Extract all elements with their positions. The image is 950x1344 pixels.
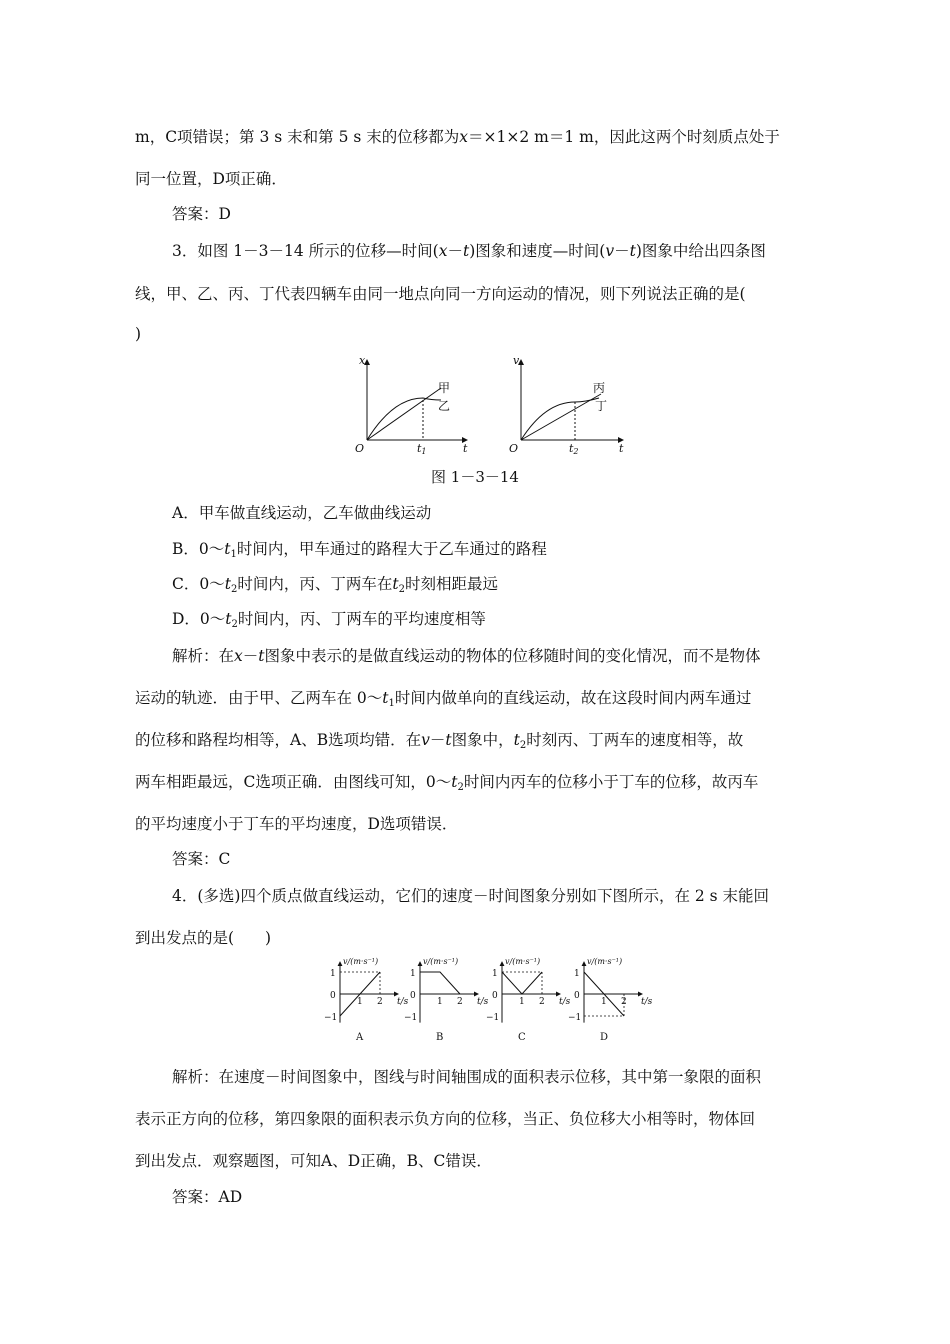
text: m，C项错误；第 3 s 末和第 5 s 末的位移都为 [135,128,460,146]
var: t [224,575,231,593]
var: x [459,128,469,146]
text: 的位移和路程均相等，A、B选项均错．在 [135,731,422,749]
question-3-line-3: ) [135,325,142,343]
line-jia [367,388,441,440]
explanation-line: 解析：在速度－时间图象中，图线与时间轴围成的面积表示位移，其中第一象限的面积 [172,1068,762,1086]
var: x [234,647,243,665]
y-axis-label: v/(m·s⁻¹) [343,957,379,966]
explanation-line [135,687,751,709]
vt-graph [509,354,624,456]
text: 时间内，甲车通过的路程大于乙车通过的路程 [236,540,547,558]
var: t [392,575,399,593]
var: t [225,610,232,628]
text: D．0～ [172,610,226,628]
graph-d [568,957,653,1043]
answer-line: 答案：C [172,850,231,868]
var: t [224,540,231,558]
text: － [242,647,259,665]
y-axis-label: v/(m·s⁻¹) [423,957,459,966]
text: 图象中表示的是做直线运动的物体的位移随时间的变化情况，而不是物体 [264,647,761,665]
text: 时间内做单向的直线运动，故在这段时间内两车通过 [394,689,752,707]
tick-label: 1 [437,997,443,1007]
question-4-line-2: 到出发点的是( ) [135,929,272,947]
var: t [513,731,520,749]
var: t [451,773,458,791]
sub: 2 [519,740,527,751]
tick-t2: t2 [569,442,579,456]
y-label: x [359,354,366,367]
text-line: 同一位置，D项正确． [135,170,287,188]
graph-a [324,957,409,1043]
var: t [258,647,265,665]
text: 图象中， [451,731,514,749]
label-bing: 丙 [593,381,606,395]
tick-label: 1 [519,997,525,1007]
v-t-line [502,972,542,994]
explanation-line [135,771,758,793]
tick-label: −1 [568,1013,582,1023]
sub: 2 [231,619,238,630]
xt-graph [355,354,468,456]
graph-label: D [600,1032,609,1043]
text: )图象和速度—时间( [469,242,606,260]
x-label: t [619,442,624,455]
x-axis-label: t/s [477,997,489,1007]
tick-label: 2 [539,997,545,1007]
graph-b [404,957,489,1043]
tick-label: 0 [330,991,336,1001]
sub: 2 [457,782,464,793]
text: 解析：在 [172,647,235,665]
option-c [172,573,498,595]
line-ding [521,394,601,440]
v-t-line [420,972,460,994]
text: － [614,242,630,260]
question-3-line-2: 线，甲、乙、丙、丁代表四辆车由同一地点向同一方向运动的情况，则下列说法正确的是( [135,285,746,303]
answer-line: 答案：AD [172,1188,243,1206]
tick-label: 1 [492,969,498,979]
var: t [462,242,470,260]
text: 时间内，丙、丁两车在 [237,575,393,593]
explanation-line [135,729,743,751]
explanation-line: 表示正方向的位移，第四象限的面积表示负方向的位移，当正、负位移大小相等时，物体回 [135,1110,756,1128]
graph-label: C [518,1032,526,1043]
option-b [172,538,547,560]
x-axis-label: t/s [641,997,653,1007]
explanation-line [172,645,761,667]
tick-label: 1 [601,997,607,1007]
sub: 1 [388,698,395,709]
text: 运动的轨迹．由于甲、乙两车在 0～ [135,689,383,707]
graph-label: A [356,1032,364,1043]
graph-c [486,957,571,1043]
var: v [421,731,430,749]
origin-label: O [509,442,519,455]
figure-1-3-14 [345,348,635,460]
tick-t1: t1 [417,442,427,456]
text: 时间内，丙、丁两车的平均速度相等 [237,610,486,628]
sub: 2 [398,584,405,595]
text: 时间内丙车的位移小于丁车的位移，故丙车 [463,773,759,791]
text: － [429,731,446,749]
text: )图象中给出四条图 [635,242,766,260]
option-d [172,608,486,630]
text: C．0～ [172,575,225,593]
explanation-line: 到出发点．观察题图，可知A、D正确，B、C错误． [135,1152,492,1170]
origin-label: O [355,442,365,455]
text: － [447,242,463,260]
var: v [605,242,615,260]
sub: 1 [230,549,237,560]
curve-yi [367,398,441,440]
question-3-line-1 [172,240,766,262]
tick-label: 2 [377,997,383,1007]
sub: 2 [230,584,238,595]
tick-label: 1 [330,969,336,979]
x-label: t [463,442,468,455]
tick-label: 0 [574,991,580,1001]
var: x [438,242,448,260]
tick-label: 1 [574,969,580,979]
q4-graphs [318,954,658,1044]
y-axis-label: v/(m·s⁻¹) [587,957,623,966]
explanation-line: 的平均速度小于丁车的平均速度，D选项错误． [135,815,458,833]
graph-label: B [436,1032,444,1043]
label-ding: 丁 [595,399,608,413]
tick-label: 1 [357,997,363,1007]
label-yi: 乙 [438,399,451,413]
var: t [382,689,389,707]
y-label: v [513,354,520,367]
text-line [135,126,780,148]
option-a: A．甲车做直线运动，乙车做曲线运动 [172,504,432,522]
x-axis-label: t/s [559,997,571,1007]
text: B．0～ [172,540,225,558]
figure-caption: 图 1－3－14 [431,468,519,486]
label-jia: 甲 [438,381,451,395]
answer-line: 答案：D [172,205,231,223]
tick-label: −1 [324,1013,338,1023]
tick-label: 1 [410,969,416,979]
text: 两车相距最远，C选项正确．由图线可知，0～ [135,773,452,791]
text: ＝×1×2 m＝1 m，因此这两个时刻质点处于 [468,128,780,146]
var: t [629,242,636,260]
tick-label: 2 [457,997,463,1007]
tick-label: 0 [492,991,498,1001]
tick-label: 0 [410,991,416,1001]
x-axis-label: t/s [397,997,409,1007]
var: t [445,731,452,749]
text: 时刻相距最远 [404,575,498,593]
tick-label: 2 [621,997,627,1007]
tick-label: −1 [404,1013,418,1023]
tick-label: −1 [486,1013,500,1023]
question-4-line-1: 4．(多选)四个质点做直线运动，它们的速度－时间图象分别如下图所示，在 2 s 末能回 [172,887,770,905]
y-axis-label: v/(m·s⁻¹) [505,957,541,966]
text: 时刻丙、丁两车的速度相等，故 [526,731,744,749]
text: 3．如图 1－3－14 所示的位移—时间( [172,242,439,260]
